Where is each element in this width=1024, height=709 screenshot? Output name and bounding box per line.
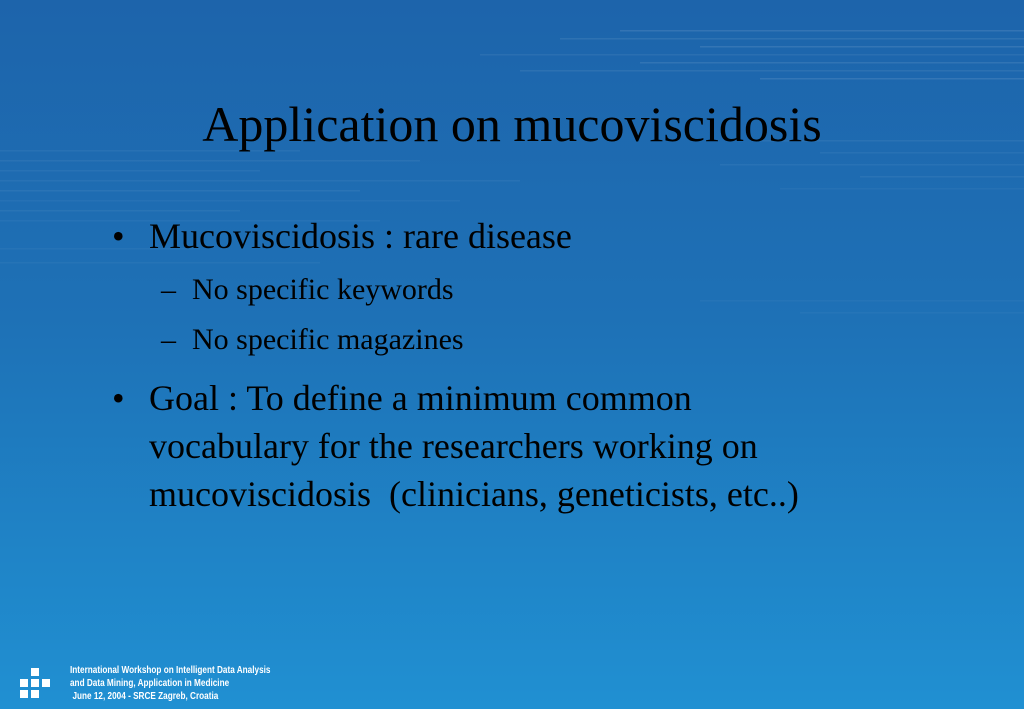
footer-text xyxy=(70,664,270,703)
slide-body xyxy=(112,212,992,518)
sub-bullet-text: No specific magazines xyxy=(192,323,464,356)
footer-line: June 12, 2004 - SRCE Zagreb, Croatia xyxy=(72,691,219,702)
bullet-text: Mucoviscidosis : rare disease xyxy=(149,216,572,256)
bullet-item xyxy=(112,212,992,260)
footer-line: and Data Mining, Application in Medicine xyxy=(70,678,230,689)
bullet-line: Goal : To define a minimum common xyxy=(149,378,692,418)
bullet-item xyxy=(112,374,992,518)
dash-marker: – xyxy=(161,273,176,306)
slide-title: Application on mucoviscidosis xyxy=(202,96,822,152)
bullet-line: vocabulary for the researchers working on xyxy=(149,426,758,466)
bullet-marker: • xyxy=(112,378,125,418)
sub-bullet-list xyxy=(112,270,992,360)
sub-bullet-item xyxy=(112,320,992,360)
slide-footer xyxy=(0,661,1024,709)
bullet-marker: • xyxy=(112,216,125,256)
workshop-logo-icon xyxy=(20,668,50,698)
sub-bullet-text: No specific keywords xyxy=(192,273,454,306)
dash-marker: – xyxy=(161,323,176,356)
bullet-line: mucoviscidosis (clinicians, geneticists, etc..) xyxy=(149,474,799,514)
footer-line: International Workshop on Intelligent Data Analysis xyxy=(70,665,271,676)
sub-bullet-item xyxy=(112,270,992,310)
